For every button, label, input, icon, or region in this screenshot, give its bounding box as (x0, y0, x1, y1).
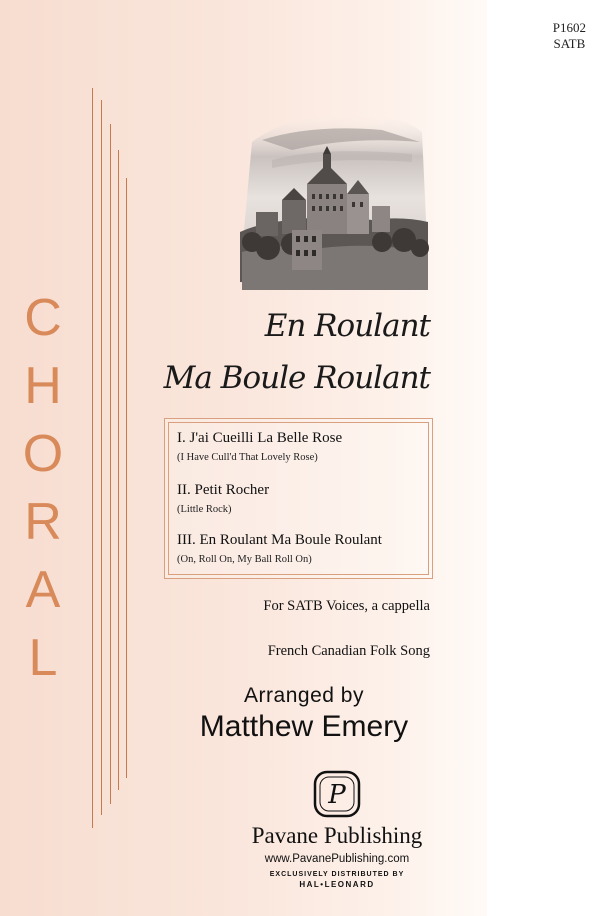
choral-letter: A (25, 561, 61, 619)
distributor-name: HAL•LEONARD (299, 880, 375, 889)
logo-letter: P (328, 780, 346, 810)
arranger-name: Matthew Emery (199, 710, 409, 743)
movement-2-title: II. Petit Rocher (177, 482, 270, 498)
pavane-logo-icon (313, 770, 361, 818)
voicing-label: SATB (553, 36, 586, 51)
title-line-1: En Roulant (264, 308, 430, 344)
movement-3-title: III. En Roulant Ma Boule Roulant (177, 532, 382, 548)
catalog-number: P1602 (552, 20, 586, 35)
movement-1-translation: (I Have Cull'd That Lovely Rose) (177, 452, 318, 463)
chateau-illustration (232, 102, 430, 290)
choral-letter: O (22, 425, 64, 483)
choral-vertical-text (18, 284, 68, 692)
movement-3-translation: (On, Roll On, My Ball Roll On) (177, 554, 312, 565)
catalog-code (553, 20, 586, 52)
decorative-line-2 (101, 100, 102, 815)
movements-box (164, 418, 433, 579)
publisher-url: www.PavanePublishing.com (264, 853, 410, 865)
white-margin-band (487, 0, 600, 916)
decorative-line-4 (118, 150, 119, 790)
title-line-2: Ma Boule Roulant (163, 360, 430, 396)
choral-letter: R (24, 493, 62, 551)
decorative-line-3 (110, 124, 111, 804)
choral-letter: L (28, 629, 58, 687)
publisher-name: Pavane Publishing (251, 823, 423, 848)
choral-letter: C (24, 289, 62, 347)
choral-letter: H (24, 357, 62, 415)
song-source: French Canadian Folk Song (267, 643, 430, 659)
decorative-line-5 (126, 178, 127, 778)
voicing-description: For SATB Voices, a cappella (263, 598, 430, 614)
distribution-note: EXCLUSIVELY DISTRIBUTED BY (269, 871, 405, 878)
movement-2-translation: (Little Rock) (177, 504, 232, 515)
movement-1-title: I. J'ai Cueilli La Belle Rose (177, 430, 343, 446)
arranged-by-label: Arranged by (244, 684, 364, 707)
decorative-line-1 (92, 88, 93, 828)
